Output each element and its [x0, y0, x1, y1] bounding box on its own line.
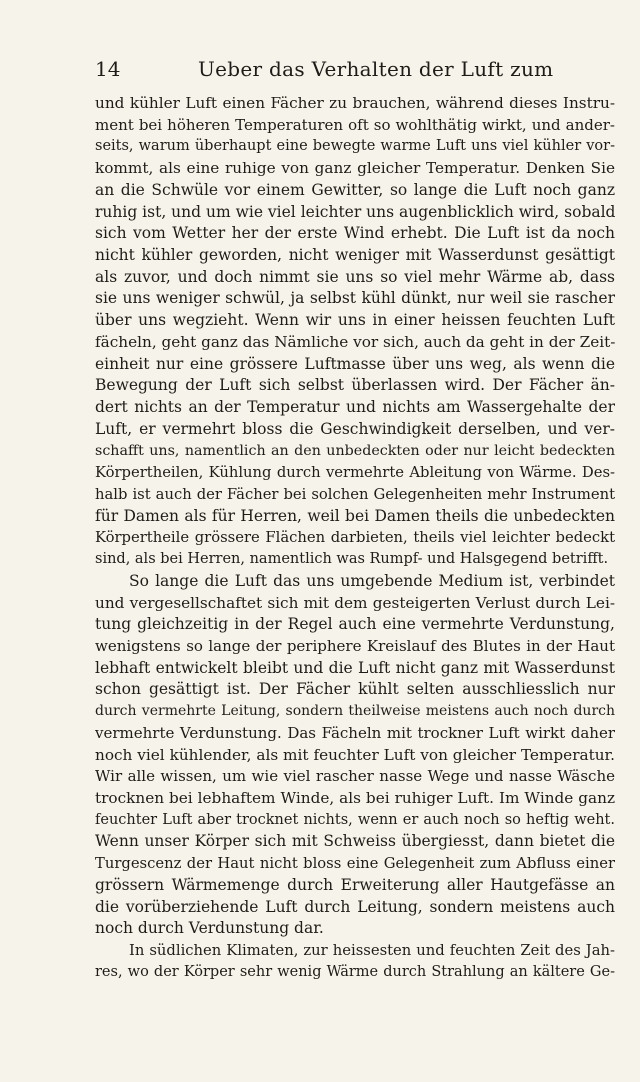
text-line: für Damen als für Herren, weil bei Damen theils die unbedeckten [95, 506, 615, 525]
text-line: schafft uns, namentlich an den unbedeckten oder nur leicht bedeckten [95, 442, 615, 459]
text-line: sich vom Wetter her der erste Wind erhebt. Die Luft ist da noch [95, 224, 615, 243]
text-line: als zuvor, und doch nimmt sie uns so viel mehr Wärme ab, dass [95, 267, 615, 286]
text-line: feuchter Luft aber trocknet nichts, wenn er auch noch so heftig weht. [95, 811, 615, 828]
text-line: Körpertheile grössere Flächen darbieten, theils viel leichter bedeckt [95, 529, 615, 547]
text-line: über uns wegzieht. Wenn wir uns in einer heissen feuchten Luft [95, 311, 615, 330]
text-line: Wenn unser Körper sich mit Schweiss übergiesst, dann bietet die [95, 832, 615, 851]
running-title: Ueber das Verhalten der Luft zum [198, 57, 554, 81]
text-line: trocknen bei lebhaftem Winde, als bei ruhiger Luft. Im Winde ganz [95, 789, 615, 807]
text-line: vermehrte Verdunstung. Das Fächeln mit trockner Luft wirkt daher [95, 723, 615, 742]
text-line: durch vermehrte Leitung, sondern theilweise meistens auch noch durch [95, 703, 615, 720]
text-line: Turgescenz der Haut nicht bloss eine Gelegenheit zum Abfluss einer [95, 855, 615, 873]
text-line: an die Schwüle vor einem Gewitter, so lange die Luft noch ganz [95, 180, 615, 199]
page-number: 14 [95, 57, 121, 81]
text-line: sind, als bei Herren, namentlich was Rumpf- und Halsgegend betrifft. [95, 551, 609, 568]
text-line: Luft, er vermehrt bloss die Geschwindigkeit derselben, und ver- [95, 419, 615, 438]
text-line: In südlichen Klimaten, zur heissesten und feuchten Zeit des Jah- [129, 942, 615, 960]
text-line: dert nichts an der Temperatur und nichts am Wassergehalte der [95, 398, 615, 417]
text-line: sie uns weniger schwül, ja selbst kühl dünkt, nur weil sie rascher [95, 289, 615, 308]
text-line: res, wo der Körper sehr wenig Wärme durch Strahlung an kältere Ge- [95, 963, 615, 980]
text-line: ment bei höheren Temperaturen oft so wohlthätig wirkt, und ander- [95, 115, 615, 134]
text-line: einheit nur eine grössere Luftmasse über uns weg, als wenn die [95, 354, 615, 373]
text-line: wenigstens so lange der periphere Kreislauf des Blutes in der Haut [95, 636, 615, 655]
text-line: Wir alle wissen, um wie viel rascher nasse Wege und nasse Wäsche [95, 767, 615, 786]
body-text [95, 93, 615, 983]
text-line: die vorüberziehende Luft durch Leitung, sondern meistens auch [95, 897, 615, 916]
text-line: kommt, als eine ruhige von ganz gleicher Temperatur. Denken Sie [95, 159, 615, 178]
running-head [95, 56, 554, 82]
text-line: Körpertheilen, Kühlung durch vermehrte Ableitung von Wärme. Des- [95, 464, 615, 482]
text-line: grössern Wärmemenge durch Erweiterung aller Hautgefässe an [95, 875, 615, 894]
text-line: nicht kühler geworden, nicht weniger mit Wasserdunst gesättigt [95, 246, 615, 265]
text-line: fächeln, geht ganz das Nämliche vor sich, auch da geht in der Zeit- [95, 332, 615, 351]
text-line: halb ist auch der Fächer bei solchen Gelegenheiten mehr Instrument [95, 485, 615, 503]
text-line: und kühler Luft einen Fächer zu brauchen, während dieses Instru- [95, 94, 615, 112]
text-line: seits, warum überhaupt eine bewegte warme Luft uns viel kühler vor- [95, 138, 615, 155]
text-line: noch durch Verdunstung dar. [95, 919, 324, 938]
text-line: noch viel kühlender, als mit feuchter Luft von gleicher Temperatur. [95, 745, 615, 764]
text-line: lebhaft entwickelt bleibt und die Luft nicht ganz mit Wasserdunst [95, 658, 615, 677]
text-line: schon gesättigt ist. Der Fächer kühlt selten ausschliesslich nur [95, 680, 615, 699]
text-line: ruhig ist, und um wie viel leichter uns augenblicklich wird, sobald [95, 202, 615, 221]
text-line: tung gleichzeitig in der Regel auch eine vermehrte Verdunstung, [95, 615, 615, 634]
text-line: Bewegung der Luft sich selbst überlassen wird. Der Fächer än- [95, 376, 615, 395]
text-line: So lange die Luft das uns umgebende Medium ist, verbindet [129, 571, 615, 590]
text-line: und vergesellschaftet sich mit dem gesteigerten Verlust durch Lei- [95, 593, 615, 612]
